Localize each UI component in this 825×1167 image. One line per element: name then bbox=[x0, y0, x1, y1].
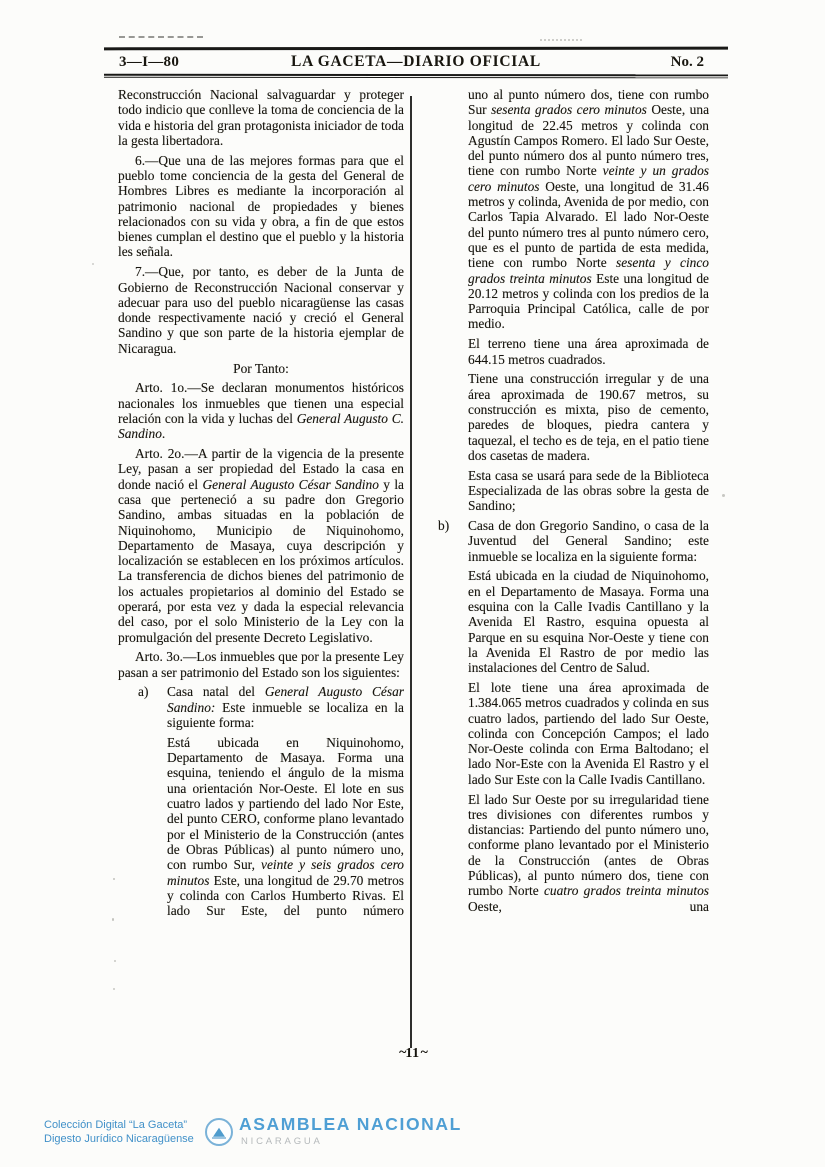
list-item-label: a) bbox=[138, 684, 149, 700]
header-rule-top bbox=[104, 47, 728, 51]
page-number-left-mark: ~ bbox=[399, 1045, 405, 1060]
header-rule-bottom bbox=[104, 74, 728, 79]
emblem-base-line bbox=[212, 1137, 226, 1139]
item-a-intro: a) Casa natal del General Augusto César Sandino: Este inmueble se localiza en la siguiente forma: bbox=[138, 684, 404, 731]
edition-date: 3—I—80 bbox=[119, 54, 180, 70]
organization-wordmark bbox=[239, 1114, 462, 1147]
scan-artifact-dashes bbox=[119, 36, 203, 38]
construccion: Tiene una construcción irregular y de una área aproximada de 190.67 metros, su construcción es mixta, piso de cemento, paredes de bloques, piedra cantera y taquezal, el techo es de teja, en el patio tiene dos casetas de madera. bbox=[468, 371, 709, 463]
triangle-emblem-icon bbox=[213, 1128, 225, 1137]
scan-speck bbox=[113, 878, 115, 880]
scan-speck bbox=[114, 960, 116, 962]
item-a-descripcion-continuacion: uno al punto número dos, tiene con rumbo Sur sesenta grados cero minutos Oeste, una longitud de 22.45 metros y colinda con Agustín Campos Romero. El lado Sur Oeste, del punto número dos al punto número tres, tiene con rumbo Norte veinte y un grados cero minutos Oeste, una longitud de 31.46 metros y colinda, Avenida de por medio, con Carlos Tapia Alvarado. El lado Nor-Oeste del punto número tres al punto número cero, que es el punto de partida de esta medida, tiene con rumbo Norte sesenta y cinco grados treinta minutos Este una longitud de 20.12 metros y colinda con los predios de la Parroquia Principal Católica, calle de por medio. bbox=[468, 87, 709, 332]
item-b-ubicacion: Está ubicada en la ciudad de Niquinohomo, en el Departamento de Masaya. Forma una esquina con la Calle Ivadis Cantillano y la Avenida El Rastro, esquina opuesta al Parque en su esquina Nor-Oeste y tiene con la Avenida El Rastro de por medio las instalaciones del Centro de Salud. bbox=[468, 568, 709, 676]
considerando-7: 7.—Que, por tanto, es deber de la Junta de Gobierno de Reconstrucción Nacional conservar y adecuar para uso del pueblo nicaragüense las casas donde respectivamente nació y creció el General Sandino y que son parte de la historia ejemplar de Nicaragua. bbox=[118, 264, 404, 356]
page-number-value: 11 bbox=[405, 1046, 420, 1061]
scan-speck bbox=[92, 263, 94, 265]
gazette-title: LA GACETA—DIARIO OFICIAL bbox=[291, 53, 541, 70]
paragraph-continuation: Reconstrucción Nacional salvaguardar y proteger todo indicio que conlleve la toma de conciencia de la vida e historia del gran protagonista iniciador de toda la gesta libertadora. bbox=[118, 87, 404, 148]
articulo-1: Arto. 1o.—Se declaran monumentos históricos nacionales los inmuebles que tienen una especial relación con la vida y luchas del General Augusto C. Sandino. bbox=[118, 380, 404, 442]
column-divider bbox=[410, 96, 412, 1048]
page-number-right-mark: ~ bbox=[420, 1045, 426, 1060]
scan-speck bbox=[113, 988, 115, 990]
collection-caption bbox=[44, 1119, 194, 1146]
item-b-lado-suroeste: El lado Sur Oeste por su irregularidad tiene tres divisiones con diferentes rumbos y distancias: Partiendo del punto número uno, conforme plano levantado por el Ministerio de la Construcción (antes de Obras Públicas), al punto número dos, tiene con rumbo Norte cuatro grados treinta minutos Oeste, una bbox=[468, 791, 709, 914]
list-item-label: b) bbox=[438, 518, 450, 534]
digital-collection-footer bbox=[0, 1110, 825, 1156]
page-number bbox=[0, 1046, 825, 1062]
left-column bbox=[118, 87, 404, 1055]
por-tanto-heading: Por Tanto: bbox=[233, 360, 289, 376]
item-a-descripcion: Está ubicada en Niquinohomo, Departamento de Masaya. Forma una esquina, teniendo el ángulo de la misma una orientación Nor-Oeste. El lote en sus cuatro lados y partiendo del lado Nor Este, del punto CERO, conforme plano levantado por el Ministerio de la Construcción (antes de Obras Públicas) al punto número uno, con rumbo Sur, veinte y seis grados cero minutos Este, una longitud de 29.70 metros y colinda con Carlos Humberto Rivas. El lado Sur Este, del punto número bbox=[167, 734, 404, 919]
scan-artifact-dots bbox=[540, 39, 582, 41]
considerando-6: 6.—Que una de las mejores formas para que el pueblo tome conciencia de la gesta del General de Hombres Libres es mediante la incorporación al patrimonio nacional de propiedades y bienes relacionados con su vida y obra, a fin de que estos bienes cumplan el destino que el pueblo y la historia les señala. bbox=[118, 152, 404, 260]
articulo-3: Arto. 3o.—Los inmuebles que por la presente Ley pasan a ser patrimonio del Estado son los siguientes: bbox=[118, 649, 404, 680]
articulo-2: Arto. 2o.—A partir de la vigencia de la presente Ley, pasan a ser propiedad del Estado la casa en donde nació el General Augusto César Sandino y la casa que perteneció a su padre don Gregorio Sandino, ambas situadas en la población de Niquinohomo, Municipio de Niquinohomo, Departamento de Masaya, cuya descripción y localización se establecen en los próximos artículos. La transferencia de dichos bienes del patrimonio de los actuales propietarios al dominio del Estado se operará, por esta vez y dada la especial relevancia del caso, por el solo Ministerio de la Ley con la promulgación del presente Decreto Legislativo. bbox=[118, 446, 404, 645]
scan-speck bbox=[722, 494, 725, 497]
organization-name: ASAMBLEA NACIONAL bbox=[239, 1114, 462, 1134]
item-b-intro: b) Casa de don Gregorio Sandino, o casa de la Juventud del General Sandino; este inmueble se localiza en la siguiente forma: bbox=[438, 518, 709, 564]
page-header bbox=[104, 53, 728, 72]
organization-country: NICARAGUA bbox=[241, 1136, 323, 1147]
right-column bbox=[437, 87, 709, 1055]
area-terreno: El terreno tiene una área aproximada de 644.15 metros cuadrados. bbox=[468, 336, 709, 367]
uso-biblioteca: Esta casa se usará para sede de la Biblioteca Especializada de las obras sobre la gesta de Sandino; bbox=[468, 467, 709, 514]
asamblea-nacional-logo-icon bbox=[205, 1118, 233, 1146]
item-b-lote: El lote tiene una área aproximada de 1.384.065 metros cuadrados y colinda en sus cuatro lados, partiendo del lado Sur Oeste, colinda con Concepción Campos; el lado Nor-Oeste colinda con Erma Baltodano; el lado Nor-Este con la Avenida El Rastro y el lado Sur Este con la Calle Ivadis Cantillano. bbox=[468, 679, 709, 787]
collection-subtitle: Digesto Jurídico Nicaragüense bbox=[44, 1132, 194, 1145]
issue-number: No. 2 bbox=[670, 54, 704, 70]
collection-title: Colección Digital “La Gaceta” bbox=[44, 1119, 188, 1131]
scan-speck bbox=[112, 918, 114, 921]
